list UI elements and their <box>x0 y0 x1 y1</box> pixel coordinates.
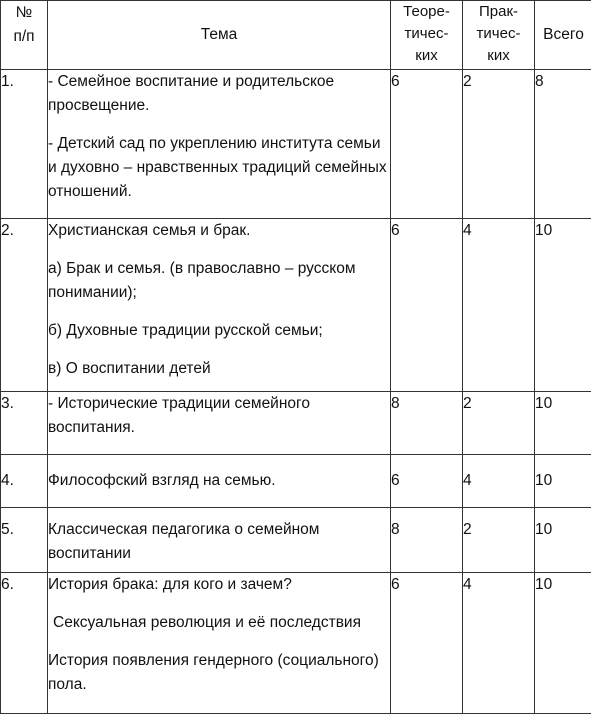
header-practice <box>463 1 535 70</box>
row-number: 5. <box>1 508 48 573</box>
theory-hours: 8 <box>391 392 463 455</box>
practice-hours: 2 <box>463 70 535 219</box>
table-row <box>1 508 591 573</box>
row-topic <box>48 219 391 392</box>
topic-paragraph: - Семейное воспитание и родительское просвещение. <box>48 70 390 118</box>
header-num-line: № <box>1 1 47 25</box>
header-num-line: п/п <box>1 25 47 49</box>
practice-hours: 4 <box>463 455 535 508</box>
table-row <box>1 392 591 455</box>
total-hours: 10 <box>535 392 591 455</box>
header-num <box>1 1 48 70</box>
total-hours: 10 <box>535 508 591 573</box>
topic-paragraph: История появления гендерного (социального) пола. <box>48 649 390 697</box>
total-hours: 8 <box>535 70 591 219</box>
header-topic: Тема <box>48 1 391 70</box>
table-row <box>1 455 591 508</box>
topic-paragraph: в) О воспитании детей <box>48 357 390 381</box>
practice-hours: 4 <box>463 573 535 714</box>
table-row <box>1 573 591 714</box>
header-practice-line: ких <box>463 45 534 67</box>
theory-hours: 6 <box>391 455 463 508</box>
topic-paragraph: - Исторические традиции семейного воспитания. <box>48 392 390 440</box>
theory-hours: 6 <box>391 70 463 219</box>
row-number: 4. <box>1 455 48 508</box>
row-topic <box>48 70 391 219</box>
theory-hours: 8 <box>391 508 463 573</box>
topic-paragraph: Классическая педагогика о семейном воспитании <box>48 518 390 566</box>
header-theory <box>391 1 463 70</box>
header-theory-line: Теоре- <box>391 1 462 23</box>
header-total: Всего <box>535 1 591 70</box>
theory-hours: 6 <box>391 573 463 714</box>
row-number: 3. <box>1 392 48 455</box>
row-topic <box>48 455 391 508</box>
topic-paragraph: б) Духовные традиции русской семьи; <box>48 319 390 343</box>
header-practice-line: Прак- <box>463 1 534 23</box>
topic-paragraph: Сексуальная революция и её последствия <box>48 611 390 635</box>
row-topic <box>48 573 391 714</box>
practice-hours: 2 <box>463 392 535 455</box>
header-theory-line: ких <box>391 45 462 67</box>
row-topic <box>48 508 391 573</box>
table-row <box>1 70 591 219</box>
total-hours: 10 <box>535 455 591 508</box>
total-hours: 10 <box>535 573 591 714</box>
header-practice-line: тичес- <box>463 23 534 45</box>
table-row <box>1 219 591 392</box>
topic-paragraph: - Детский сад по укреплению института семьи и духовно – нравственных традиций семейных отношений. <box>48 132 390 204</box>
theory-hours: 6 <box>391 219 463 392</box>
header-theory-line: тичес- <box>391 23 462 45</box>
practice-hours: 2 <box>463 508 535 573</box>
header-row <box>1 1 591 70</box>
topic-paragraph: а) Брак и семья. (в православно – русском понимании); <box>48 257 390 305</box>
topic-paragraph: Христианская семья и брак. <box>48 219 390 243</box>
total-hours: 10 <box>535 219 591 392</box>
row-topic <box>48 392 391 455</box>
row-number: 1. <box>1 70 48 219</box>
row-number: 6. <box>1 573 48 714</box>
row-number: 2. <box>1 219 48 392</box>
topic-paragraph: История брака: для кого и зачем? <box>48 573 390 597</box>
topic-paragraph: Философский взгляд на семью. <box>48 469 390 493</box>
practice-hours: 4 <box>463 219 535 392</box>
